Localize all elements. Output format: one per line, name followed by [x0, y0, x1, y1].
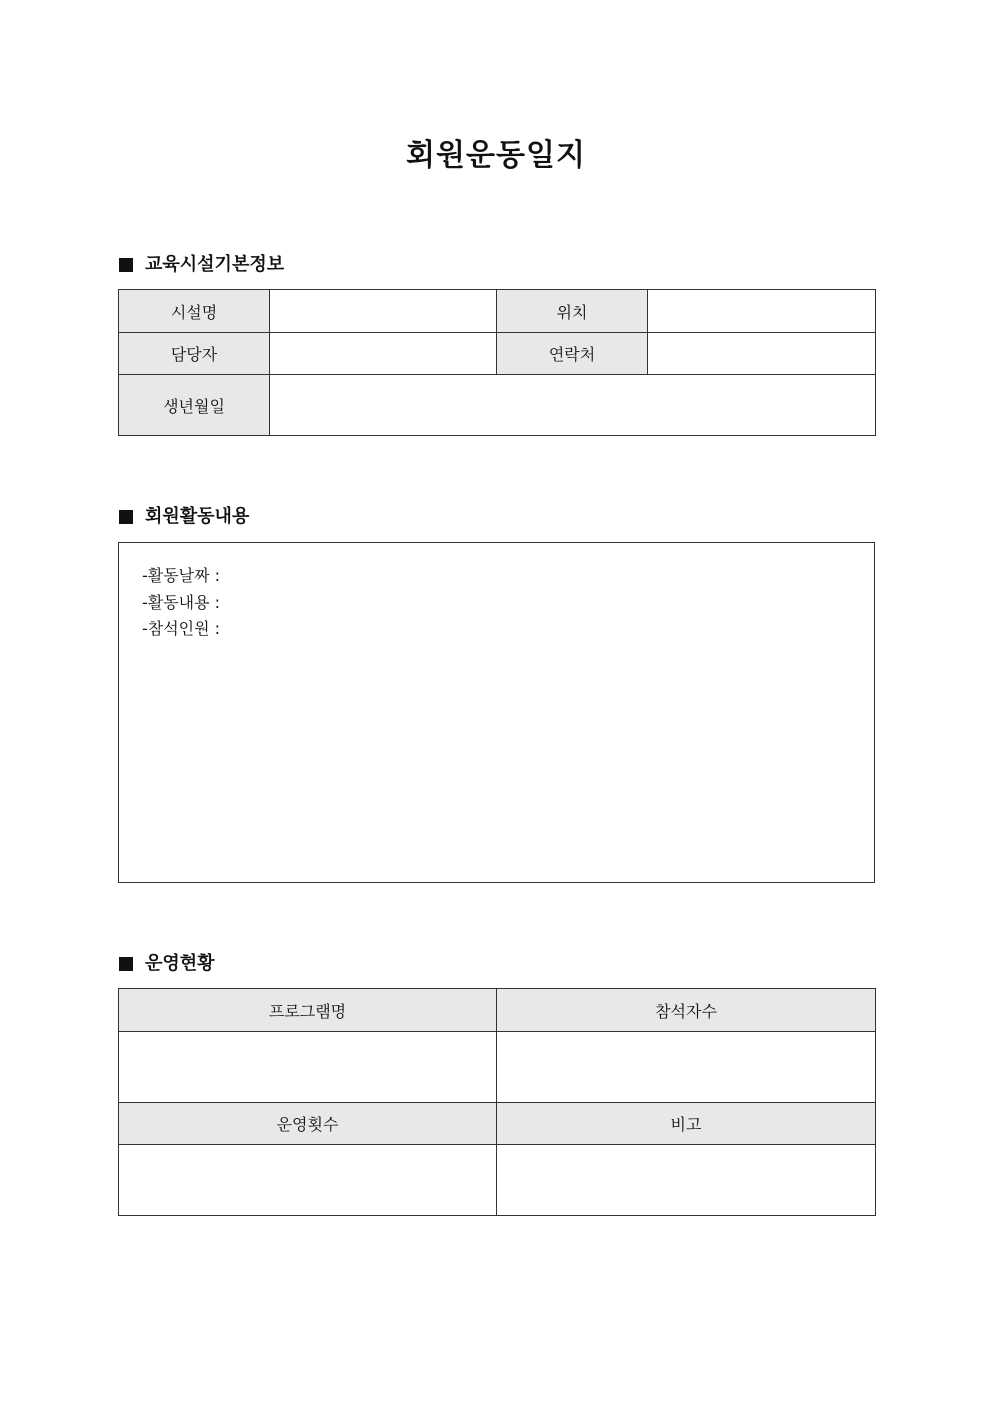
activity-lines — [142, 563, 220, 643]
page-title: 회원운동일지 — [406, 138, 586, 173]
section-heading-operation — [119, 952, 215, 976]
label-operation-count: 운영횟수 — [119, 1103, 497, 1145]
label-manager: 담당자 — [119, 333, 270, 375]
facility-info-table — [118, 289, 876, 436]
section-heading-label: 교육시설기본정보 — [145, 254, 285, 275]
label-remarks: 비고 — [497, 1103, 876, 1145]
section-heading-activity — [119, 505, 249, 529]
operation-status-table — [118, 988, 876, 1216]
field-remarks[interactable] — [497, 1145, 876, 1216]
field-program-name[interactable] — [119, 1032, 497, 1103]
section-heading-label: 운영현황 — [145, 953, 215, 974]
section-heading-facility — [119, 253, 284, 277]
label-location: 위치 — [497, 290, 648, 333]
field-location[interactable] — [648, 290, 876, 333]
label-birthdate: 생년월일 — [119, 375, 270, 436]
field-facility-name[interactable] — [270, 290, 497, 333]
activity-content-box[interactable] — [118, 542, 875, 883]
field-contact[interactable] — [648, 333, 876, 375]
field-birthdate[interactable] — [270, 375, 876, 436]
section-heading-label: 회원활동내용 — [145, 506, 250, 527]
square-bullet-icon — [119, 510, 133, 524]
field-operation-count[interactable] — [119, 1145, 497, 1216]
label-facility-name: 시설명 — [119, 290, 270, 333]
square-bullet-icon — [119, 258, 133, 272]
activity-line-date: -활동날짜 : — [142, 566, 221, 585]
field-attendee-count[interactable] — [497, 1032, 876, 1103]
field-manager[interactable] — [270, 333, 497, 375]
label-attendee-count: 참석자수 — [497, 989, 876, 1032]
square-bullet-icon — [119, 957, 133, 971]
label-contact: 연락처 — [497, 333, 648, 375]
activity-line-attendance: -참석인원 : — [142, 619, 221, 638]
activity-line-content: -활동내용 : — [142, 592, 221, 612]
label-program-name: 프로그램명 — [119, 989, 497, 1032]
